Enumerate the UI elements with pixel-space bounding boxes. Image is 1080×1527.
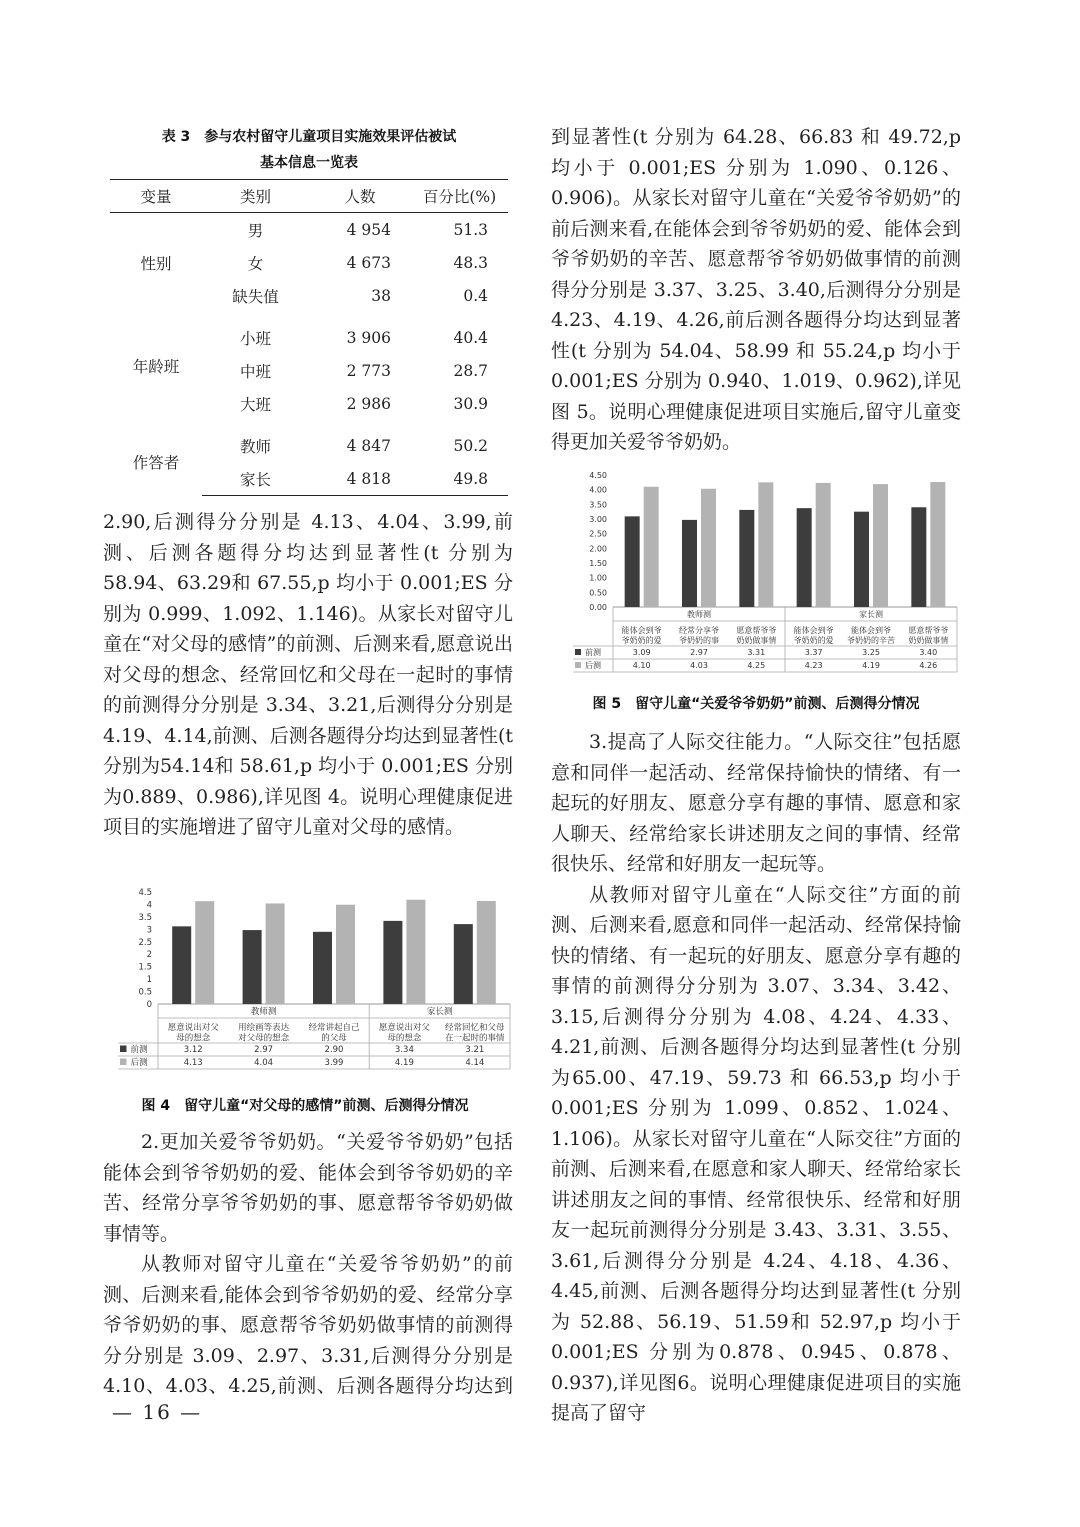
table3-header: 百分比(%) bbox=[411, 180, 508, 213]
group-label: 家长测 bbox=[859, 610, 883, 619]
y-tick-label: 2.5 bbox=[138, 937, 152, 948]
left-paragraph-2: 2.更加关爱爷爷奶奶。“关爱爷爷奶奶”包括能体会到爷爷奶奶的爱、能体会到爷爷奶奶的辛苦、经常分享爷爷奶奶的事、愿意帮爷爷奶奶做事情等。 bbox=[103, 1131, 513, 1245]
data-label: 3.31 bbox=[747, 648, 766, 657]
category-label: 爷奶奶的爱 bbox=[793, 636, 834, 645]
legend-label: 前测 bbox=[585, 648, 601, 657]
category-label: 母的想念 bbox=[176, 1033, 211, 1044]
data-label: 3.12 bbox=[183, 1045, 203, 1055]
group-label: 家长测 bbox=[426, 1007, 453, 1017]
bar-post bbox=[816, 483, 831, 607]
page-number: — 16 — bbox=[112, 1400, 203, 1424]
data-label: 2.90 bbox=[324, 1045, 344, 1055]
right-paragraph-1: 到显著性(t 分别为 64.28、66.83 和 49.72,p 均小于 0.001;ES 分别为 1.090、0.126、0.906)。从家长对留守儿童在“关爱爷爷奶奶”的前后测来看,在能体会到爷爷奶奶的爱、能体会到爷爷奶奶的辛苦、愿意帮爷爷奶奶做事情的前测得分分别是 3.37、3.25、3.40,后测得分分别是 4.23、4.19、4.26,前后测各题得分均达到显著性(t 分别为 54.04、58.99 和 55.24,p 均小于0.001;ES 分别为 0.940、1.019、0.962),详见图 5。说明心理健康促进项目实施后,留守儿童变得更加关爱爷爷奶奶。 bbox=[551, 126, 961, 453]
table3-caption-line1: 表 3 参与农村留守儿童项目实施效果评估被试 bbox=[161, 129, 457, 145]
y-tick-label: 1 bbox=[146, 975, 152, 986]
figure-4-caption: 图 4 留守儿童“对父母的感情”前测、后测得分情况 bbox=[141, 1098, 469, 1114]
y-tick-label: 4.50 bbox=[589, 471, 607, 480]
bar-pre bbox=[313, 932, 332, 1004]
table3-group: 年龄班 bbox=[132, 358, 180, 376]
legend-swatch-post bbox=[120, 1059, 127, 1066]
y-tick-label: 2.00 bbox=[589, 544, 607, 554]
table3-cell: 教师 bbox=[239, 437, 271, 456]
y-tick-label: 0.00 bbox=[589, 603, 607, 612]
bar-post bbox=[406, 900, 425, 1004]
category-label: 奶奶做事情 bbox=[736, 636, 777, 645]
legend-swatch-pre bbox=[120, 1046, 127, 1053]
data-label: 3.34 bbox=[394, 1045, 414, 1055]
data-label: 4.10 bbox=[632, 661, 651, 670]
legend-label: 后测 bbox=[585, 661, 601, 670]
right-paragraph-3: 从教师对留守儿童在“人际交往”方面的前测、后测来看,愿意和同伴一起活动、经常保持愉快的情绪、有一起玩的好朋友、愿意分享有趣的事情的前测得分分别为 3.07、3.34、3.42、3.15,后测得分分别为 4.08、4.24、4.33、4.21,前测、后测各题得分均达到显著性(t 分别为65.00、47.19、59.73 和 66.53,p 均小于 0.001;ES 分别为 1.099、0.852、1.024、1.106)。从家长对留守儿童在“人际交往”方面的前测、后测来看,在愿意和家人聊天、经常给家长讲述朋友之间的事情、经常很快乐、经常和好朋友一起玩前测得分分别是 3.43、3.31、3.55、3.61,后测得分分别是 4.24、4.18、4.36、4.45,前测、后测各题得分均达到显著性(t 分别为 52.88、56.19、51.59和 52.97,p 均小于 0.001;ES 分别为0.878、0.945、0.878、0.937),详见图6。说明心理健康促进项目的实施提高了留守 bbox=[551, 883, 961, 1424]
table3-block bbox=[110, 124, 508, 496]
category-label: 能体会到爷 bbox=[851, 626, 891, 635]
data-label: 4.13 bbox=[183, 1058, 203, 1068]
bar-pre bbox=[854, 512, 869, 607]
y-tick-label: 1.00 bbox=[589, 573, 607, 583]
figure-5 bbox=[565, 465, 960, 689]
bar-pre bbox=[243, 930, 262, 1004]
table3-cell: 2 773 bbox=[346, 361, 391, 380]
y-tick-label: 1.50 bbox=[589, 559, 607, 568]
data-label: 4.26 bbox=[919, 661, 938, 670]
bar-post bbox=[266, 903, 285, 1004]
bar-pre bbox=[797, 508, 812, 607]
category-label: 经常讲起自己 bbox=[308, 1023, 360, 1033]
data-label: 4.19 bbox=[394, 1058, 414, 1068]
table3-cell: 2 986 bbox=[346, 394, 391, 413]
table3-cell: 49.8 bbox=[411, 462, 508, 496]
table3-caption-line2: 基本信息一览表 bbox=[260, 155, 358, 171]
category-label: 能体会到爷 bbox=[621, 626, 662, 635]
y-tick-label: 0.5 bbox=[138, 987, 152, 998]
table3-cell: 50.2 bbox=[453, 436, 488, 455]
right-paragraphs-2-3 bbox=[551, 727, 961, 1429]
category-label: 用绘画等表达 bbox=[238, 1023, 290, 1033]
bar-pre bbox=[383, 921, 402, 1004]
data-label: 4.04 bbox=[254, 1058, 274, 1068]
bar-pre bbox=[454, 924, 473, 1004]
y-tick-label: 0 bbox=[146, 1000, 152, 1010]
category-label: 母的想念 bbox=[387, 1033, 422, 1044]
bar-pre bbox=[625, 516, 640, 607]
category-label: 能体会到爷 bbox=[793, 626, 834, 635]
table3-header: 变量 bbox=[110, 180, 202, 213]
data-label: 2.97 bbox=[254, 1045, 274, 1055]
data-label: 3.40 bbox=[919, 648, 938, 657]
left-paragraphs-2-3 bbox=[103, 1127, 513, 1401]
category-label: 爷奶奶的辛苦 bbox=[847, 636, 895, 645]
category-label: 愿意帮爷爷 bbox=[908, 626, 949, 635]
category-label: 奶奶做事情 bbox=[908, 636, 949, 645]
category-label: 经常回忆和父母 bbox=[445, 1023, 505, 1033]
table3-cell: 4 673 bbox=[346, 253, 391, 272]
y-tick-label: 4.00 bbox=[589, 485, 607, 495]
right-paragraph-1-block bbox=[551, 122, 961, 458]
table-row bbox=[110, 213, 508, 247]
table3-cell: 女 bbox=[247, 254, 264, 273]
legend-label: 前测 bbox=[130, 1045, 148, 1055]
table3 bbox=[110, 179, 508, 496]
y-tick-label: 2 bbox=[146, 950, 152, 961]
category-label: 愿意帮爷爷 bbox=[736, 626, 777, 635]
table-row bbox=[110, 420, 508, 462]
table3-group: 作答者 bbox=[132, 454, 180, 473]
table3-cell: 28.7 bbox=[453, 361, 488, 380]
data-label: 3.37 bbox=[804, 648, 823, 657]
table3-header: 类别 bbox=[202, 180, 309, 213]
bar-post bbox=[336, 905, 355, 1004]
data-label: 3.99 bbox=[324, 1058, 344, 1068]
bar-pre bbox=[739, 510, 754, 607]
y-tick-label: 4.5 bbox=[138, 888, 152, 898]
category-label: 愿意说出对父 bbox=[167, 1023, 219, 1033]
table3-cell: 小班 bbox=[239, 329, 271, 348]
data-label: 3.25 bbox=[862, 648, 880, 657]
y-tick-label: 3.50 bbox=[589, 500, 607, 510]
legend-swatch-post bbox=[575, 662, 581, 668]
table-row bbox=[110, 312, 508, 354]
table3-cell: 家长 bbox=[202, 462, 309, 496]
table3-cell: 3 906 bbox=[346, 328, 391, 347]
y-tick-label: 3 bbox=[146, 925, 152, 936]
table3-cell: 男 bbox=[247, 221, 264, 240]
figure-4-chart bbox=[112, 880, 512, 1080]
data-label: 4.14 bbox=[465, 1058, 485, 1068]
left-paragraph-1-block bbox=[103, 507, 513, 843]
bar-pre bbox=[172, 926, 191, 1004]
bar-post bbox=[644, 487, 659, 607]
table3-cell: 0.4 bbox=[463, 286, 488, 305]
table3-cell: 30.9 bbox=[453, 394, 488, 413]
bar-post bbox=[930, 482, 945, 607]
data-label: 4.23 bbox=[804, 661, 823, 670]
category-label: 爷奶奶的爱 bbox=[621, 636, 662, 645]
y-tick-label: 4 bbox=[146, 900, 152, 911]
category-label: 在一起时的事情 bbox=[445, 1033, 505, 1044]
table3-cell: 缺失值 bbox=[232, 287, 279, 306]
data-label: 3.21 bbox=[465, 1045, 485, 1055]
table3-cell: 4 847 bbox=[346, 436, 391, 455]
y-tick-label: 3.5 bbox=[138, 912, 152, 923]
bar-post bbox=[701, 489, 716, 607]
legend-swatch-pre bbox=[575, 649, 581, 655]
table3-group: 性别 bbox=[140, 254, 172, 273]
table3-cell: 40.4 bbox=[453, 328, 488, 347]
legend-label: 后测 bbox=[130, 1058, 148, 1068]
bar-pre bbox=[682, 520, 697, 607]
category-label: 对父母的想念 bbox=[238, 1033, 290, 1044]
figure-4 bbox=[112, 880, 512, 1084]
bar-pre bbox=[911, 507, 926, 607]
table3-cell: 51.3 bbox=[453, 220, 488, 239]
table3-cell: 大班 bbox=[239, 395, 271, 414]
bar-post bbox=[477, 901, 496, 1004]
group-label: 教师测 bbox=[250, 1007, 277, 1017]
data-label: 4.19 bbox=[862, 661, 880, 670]
table3-cell: 48.3 bbox=[453, 253, 488, 272]
category-label: 经常分享爷 bbox=[679, 626, 719, 635]
y-tick-label: 0.50 bbox=[589, 588, 607, 598]
y-tick-label: 2.50 bbox=[589, 529, 607, 539]
bar-post bbox=[758, 482, 773, 607]
data-label: 4.25 bbox=[747, 661, 766, 670]
left-paragraph-1: 2.90,后测得分分别是 4.13、4.04、3.99,前测、后测各题得分均达到显著性(t 分别为58.94、63.29和 67.55,p 均小于 0.001;ES 分别为 0.999、1.092、1.146)。从家长对留守儿童在“对父母的感情”的前测、后测来看,愿意说出对父母的想念、经常回忆和父母在一起时的事情的前测得分分别是 3.34、3.21,后测得分分别是 4.19、4.14,前测、后测各题得分均达到显著性(t 分别为54.14和 58.61,p 均小于 0.001;ES 分别为0.889、0.986),详见图 4。说明心理健康促进项目的实施增进了留守儿童对父母的感情。 bbox=[103, 511, 513, 838]
y-tick-label: 1.5 bbox=[138, 962, 152, 973]
data-label: 3.09 bbox=[632, 648, 651, 657]
category-label: 的父母 bbox=[321, 1033, 347, 1044]
table3-cell: 38 bbox=[371, 286, 391, 305]
data-label: 2.97 bbox=[690, 648, 708, 657]
category-label: 愿意说出对父 bbox=[378, 1023, 430, 1033]
table3-cell: 4 818 bbox=[309, 462, 411, 496]
table3-cell: 中班 bbox=[239, 362, 271, 381]
table3-caption bbox=[110, 124, 508, 176]
bar-post bbox=[195, 901, 214, 1004]
data-label: 4.03 bbox=[690, 661, 708, 670]
category-label: 爷奶奶的事 bbox=[679, 636, 719, 645]
right-paragraph-2: 3.提高了人际交往能力。“人际交往”包括愿意和同伴一起活动、经常保持愉快的情绪、有一起玩的好朋友、愿意分享有趣的事情、愿意和家人聊天、经常给家长讲述朋友之间的事情、经常很快乐、经常和好朋友一起玩等。 bbox=[551, 731, 961, 875]
bar-post bbox=[873, 484, 888, 607]
y-tick-label: 3.00 bbox=[589, 515, 607, 524]
figure-5-caption: 图 5 留守儿童“关爱爷爷奶奶”前测、后测得分情况 bbox=[592, 696, 920, 712]
figure-5-chart bbox=[565, 465, 960, 685]
table3-cell: 4 954 bbox=[346, 220, 391, 239]
group-label: 教师测 bbox=[687, 610, 711, 619]
table3-header: 人数 bbox=[309, 180, 411, 213]
left-paragraph-3: 从教师对留守儿童在“关爱爷爷奶奶”的前测、后测来看,能体会到爷爷奶奶的爱、经常分享爷爷奶奶的事、愿意帮爷爷奶奶做事情的前测得分分别是 3.09、2.97、3.31,后测得分分别是 4.10、4.03、4.25,前测、后测各题得分均达到 bbox=[103, 1253, 513, 1397]
